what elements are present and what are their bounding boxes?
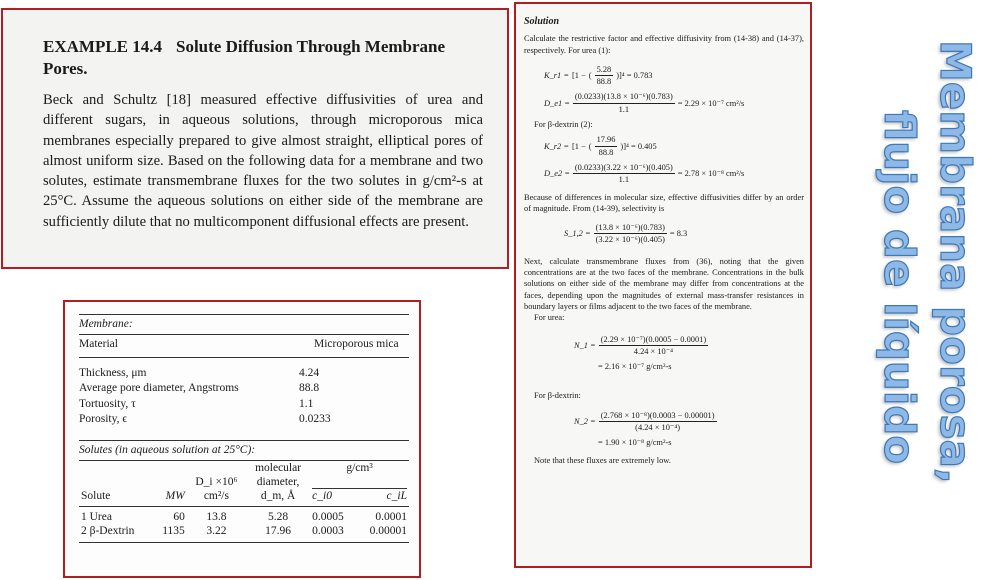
solution-intro: Calculate the restrictive factor and effective diffusivity from (14-38) and (14-37), respectively. For urea (1): bbox=[524, 34, 804, 55]
membrane-row bbox=[79, 412, 409, 428]
kr1-open: [1 − bbox=[571, 71, 586, 81]
cell-ci0: 0.0005 bbox=[312, 510, 344, 523]
example-paragraph: Beck and Schultz [18] measured effective diffusivities of urea and different sugars, in aqueous solutions, through microporous mica membranes especially prepared to give almost straight, elliptical pores of almost uniform size. Based on the following data for a membrane and two solutes, estimate transmembrane fluxes for the two solutes in g/cm²-s at 25°C. Assume the aqueous solutions on either side of the membrane are sufficiently dilute that no multicomponent diffusional effects are present. bbox=[43, 92, 483, 230]
s-rhs: = 8.3 bbox=[669, 229, 688, 239]
for-bdextrin-label: For β-dextrin: bbox=[534, 391, 581, 401]
cell-solute: 1 Urea bbox=[81, 510, 112, 523]
n2-fraction bbox=[599, 410, 717, 434]
cell-mw: 60 bbox=[173, 510, 185, 523]
s-fraction bbox=[594, 222, 667, 246]
h-dm: d_m, Å bbox=[260, 489, 296, 502]
de2-num: (0.0233)(3.22 × 10⁻⁶)(0.405) bbox=[573, 162, 675, 174]
membrane-row-value: 4.24 bbox=[299, 366, 320, 379]
s-den: (3.22 × 10⁻⁶)(0.405) bbox=[595, 235, 665, 245]
membrane-row-label: Tortuosity, τ bbox=[79, 397, 136, 410]
membrane-mid-rule bbox=[79, 357, 409, 358]
cell-solute: 2 β-Dextrin bbox=[81, 524, 135, 537]
de2-lhs: D_e2 = bbox=[544, 169, 570, 179]
h-mw: MW bbox=[165, 489, 185, 502]
example-title bbox=[43, 36, 483, 80]
table-row bbox=[79, 510, 409, 524]
kr1-close: )]⁴ = 0.783 bbox=[616, 71, 653, 81]
kr2-close: )]⁴ = 0.405 bbox=[620, 141, 657, 151]
kr2-den: 88.8 bbox=[598, 147, 614, 157]
solution-panel bbox=[514, 2, 812, 568]
for-dextrin-label: For β-dextrin (2): bbox=[534, 120, 593, 130]
n2-den: (4.24 × 10⁻⁴) bbox=[635, 423, 681, 433]
n2-result: = 1.90 × 10⁻⁸ g/cm²-s bbox=[598, 438, 672, 448]
h-solute: Solute bbox=[81, 489, 111, 502]
de1-num: (0.0233)(13.8 × 10⁻⁶)(0.783) bbox=[573, 91, 675, 103]
de1-lhs: D_e1 = bbox=[544, 98, 570, 108]
membrane-header-rule bbox=[79, 334, 409, 335]
de1-fraction bbox=[573, 91, 675, 115]
h-cm2s: cm²/s bbox=[203, 489, 229, 502]
kr2-fraction bbox=[595, 134, 618, 158]
col-microporous-mica: Microporous mica bbox=[314, 338, 399, 350]
kr1-num: 5.28 bbox=[595, 64, 614, 76]
s-lhs: S_1,2 = bbox=[564, 229, 591, 239]
n2-lhs: N_2 = bbox=[574, 416, 596, 426]
cell-dm: 17.96 bbox=[265, 524, 291, 537]
n1-result: = 2.16 × 10⁻⁷ g/cm²-s bbox=[598, 362, 672, 372]
membrane-row-label: Porosity, ϵ bbox=[79, 413, 127, 425]
cell-ci0: 0.0003 bbox=[312, 524, 344, 537]
because-paragraph: Because of differences in molecular size, effective diffusivities differ by an order of magnitude. From (14-39), selectivity is bbox=[524, 192, 804, 213]
next-paragraph: Next, calculate transmembrane fluxes from (36), noting that the given concentrations are at the two faces of the membrane. Concentrations in the bulk solutions on either side of the membrane may differ from concentrations at the faces, depending upon the magnitudes of external mass-transfer resistances in boundary layers or films adjacent to the two faces of the membrane. bbox=[524, 256, 804, 311]
h-ci0: c_i0 bbox=[312, 489, 332, 502]
cell-di: 13.8 bbox=[206, 510, 227, 523]
data-table-panel bbox=[63, 300, 421, 578]
slide-title-line1: Membrana porosa, bbox=[931, 40, 980, 484]
membrane-row bbox=[79, 397, 409, 413]
solution-title: Solution bbox=[524, 16, 560, 27]
cell-di: 3.22 bbox=[206, 524, 227, 537]
n2-num: (2.768 × 10⁻⁸)(0.0003 − 0.00001) bbox=[599, 410, 717, 422]
solutes-top-rule bbox=[79, 440, 409, 441]
de2-rhs: = 2.78 × 10⁻⁸ cm²/s bbox=[677, 169, 745, 179]
equation-kr1: K_r1 = [1 − ( $\frac{5.28}{88.8}$ )]⁴ = 0.783 bbox=[544, 64, 653, 87]
equation-kr2: K_r2 = [1 − ( $\frac{17.96}{88.8}$ )]⁴ = 0.405 bbox=[544, 135, 657, 157]
kr2-open: [1 − bbox=[571, 141, 586, 151]
kr2-lhs: K_r2 = bbox=[544, 141, 569, 151]
n1-num: (2.29 × 10⁻⁷)(0.0005 − 0.0001) bbox=[599, 334, 708, 346]
membrane-heading: Membrane: bbox=[79, 318, 133, 330]
membrane-row-value: 1.1 bbox=[299, 397, 314, 410]
cell-cil: 0.00001 bbox=[369, 524, 407, 537]
membrane-header-row bbox=[79, 337, 409, 353]
n1-fraction bbox=[599, 334, 708, 358]
cell-dm: 5.28 bbox=[268, 510, 289, 523]
kr2-num: 17.96 bbox=[595, 134, 618, 146]
de2-fraction bbox=[573, 162, 675, 186]
h-gcm3: g/cm³ bbox=[346, 461, 373, 474]
kr1-den: 88.8 bbox=[596, 77, 612, 87]
membrane-row-value: 88.8 bbox=[299, 382, 320, 394]
slide-title bbox=[832, 10, 982, 570]
equation-n1 bbox=[574, 334, 804, 358]
table-row bbox=[79, 524, 409, 538]
equation-n2 bbox=[574, 410, 804, 434]
kr1-fraction bbox=[595, 64, 614, 88]
table-top-rule bbox=[79, 314, 409, 315]
h-di: D_i ×10⁶ bbox=[195, 475, 238, 488]
table-bottom-rule bbox=[79, 542, 409, 543]
membrane-row-label: Average pore diameter, Angstroms bbox=[79, 382, 239, 394]
equation-de2 bbox=[544, 162, 804, 186]
h-molecular: molecular bbox=[255, 461, 302, 474]
de2-den: 1.1 bbox=[618, 175, 630, 185]
cell-cil: 0.0001 bbox=[375, 510, 407, 523]
note-text: Note that these fluxes are extremely low. bbox=[534, 455, 671, 465]
de1-den: 1.1 bbox=[618, 104, 630, 114]
n1-lhs: N_1 = bbox=[574, 340, 596, 350]
slide-title-line2: flujo de líquido bbox=[875, 110, 924, 465]
de1-rhs: = 2.29 × 10⁻⁷ cm²/s bbox=[677, 98, 745, 108]
membrane-row-value: 0.0233 bbox=[299, 413, 331, 425]
solutes-table bbox=[79, 461, 409, 538]
for-urea-label: For urea: bbox=[534, 313, 565, 323]
col-material: Material bbox=[79, 338, 118, 350]
kr1-lhs: K_r1 = bbox=[544, 71, 569, 81]
example-number: EXAMPLE 14.4 bbox=[43, 37, 162, 56]
example-statement-panel bbox=[1, 8, 509, 269]
h-diameter: diameter, bbox=[256, 475, 300, 488]
equation-de1 bbox=[544, 91, 804, 115]
n1-den: 4.24 × 10⁻⁴ bbox=[633, 346, 674, 356]
solutes-heading: Solutes (in aqueous solution at 25°C): bbox=[79, 443, 256, 456]
membrane-row bbox=[79, 366, 409, 382]
membrane-row bbox=[79, 381, 409, 397]
example-heading: Solute Diffusion Through Membrane Pores. bbox=[43, 37, 446, 78]
equation-selectivity bbox=[564, 222, 804, 246]
h-cil: c_iL bbox=[386, 489, 407, 502]
s-num: (13.8 × 10⁻⁶)(0.783) bbox=[594, 222, 667, 234]
membrane-row-label: Thickness, μm bbox=[79, 366, 147, 379]
cell-mw: 1135 bbox=[162, 524, 185, 537]
solutes-mid-rule bbox=[79, 506, 409, 507]
